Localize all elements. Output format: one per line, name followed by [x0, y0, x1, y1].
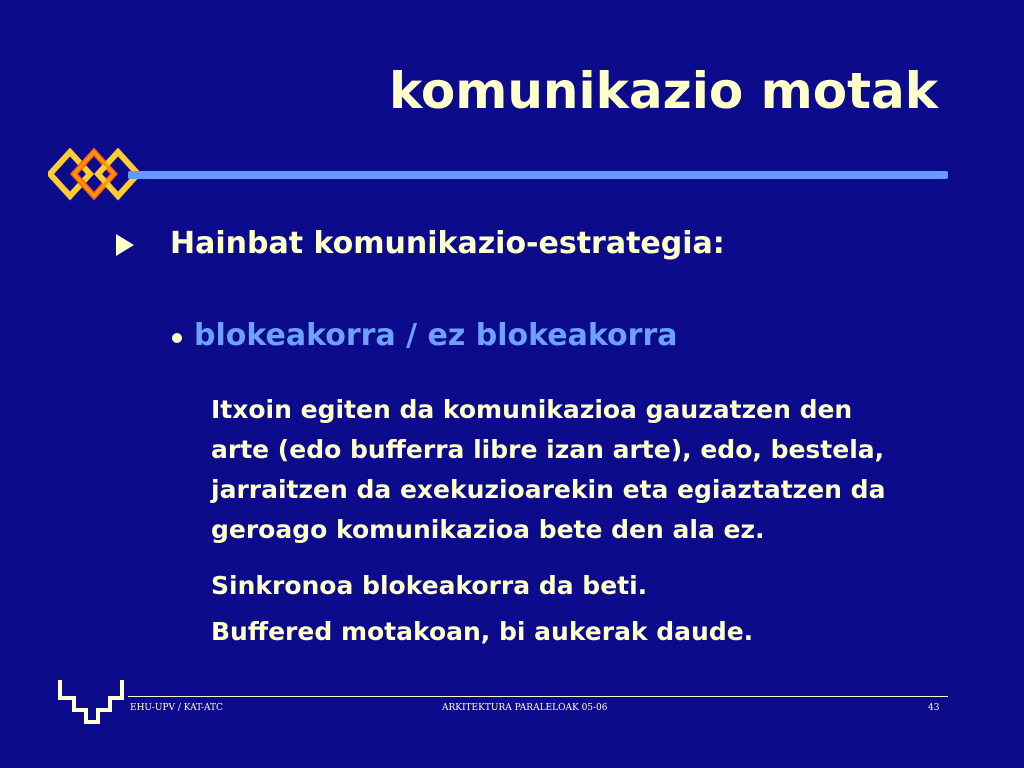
- paragraph-line: geroago komunikazioa bete den ala ez.: [211, 515, 765, 544]
- footer-divider: [128, 696, 948, 697]
- paragraph-explanation: [211, 390, 885, 550]
- paragraph-buffered: Buffered motakoan, bi aukerak daude.: [211, 617, 754, 646]
- paragraph-synchronous: Sinkronoa blokeakorra da beti.: [211, 571, 648, 600]
- bullet-level2: [172, 318, 678, 353]
- bullet-level1: [116, 226, 725, 261]
- page-number: 43: [928, 703, 940, 713]
- dot-bullet-icon: [172, 333, 182, 343]
- bullet-level1-text: Hainbat komunikazio-estrategia:: [170, 226, 725, 261]
- footer-course: ARKITEKTURA PARALELOAK 05-06: [442, 703, 608, 713]
- triangle-bullet-icon: [116, 234, 134, 256]
- bullet-level2-text: blokeakorra / ez blokeakorra: [194, 318, 678, 353]
- ehu-logo-icon: [56, 674, 128, 724]
- paragraph-line: jarraitzen da exekuzioarekin eta egiaztatzen da: [211, 475, 886, 504]
- paragraph-line: arte (edo bufferra libre izan arte), edo, bestela,: [211, 435, 885, 464]
- footer-institution: EHU-UPV / KAT-ATC: [130, 703, 223, 713]
- title-divider: [128, 171, 948, 179]
- paragraph-line: Itxoin egiten da komunikazioa gauzatzen den: [211, 395, 853, 424]
- slide-title: komunikazio motak: [388, 62, 938, 120]
